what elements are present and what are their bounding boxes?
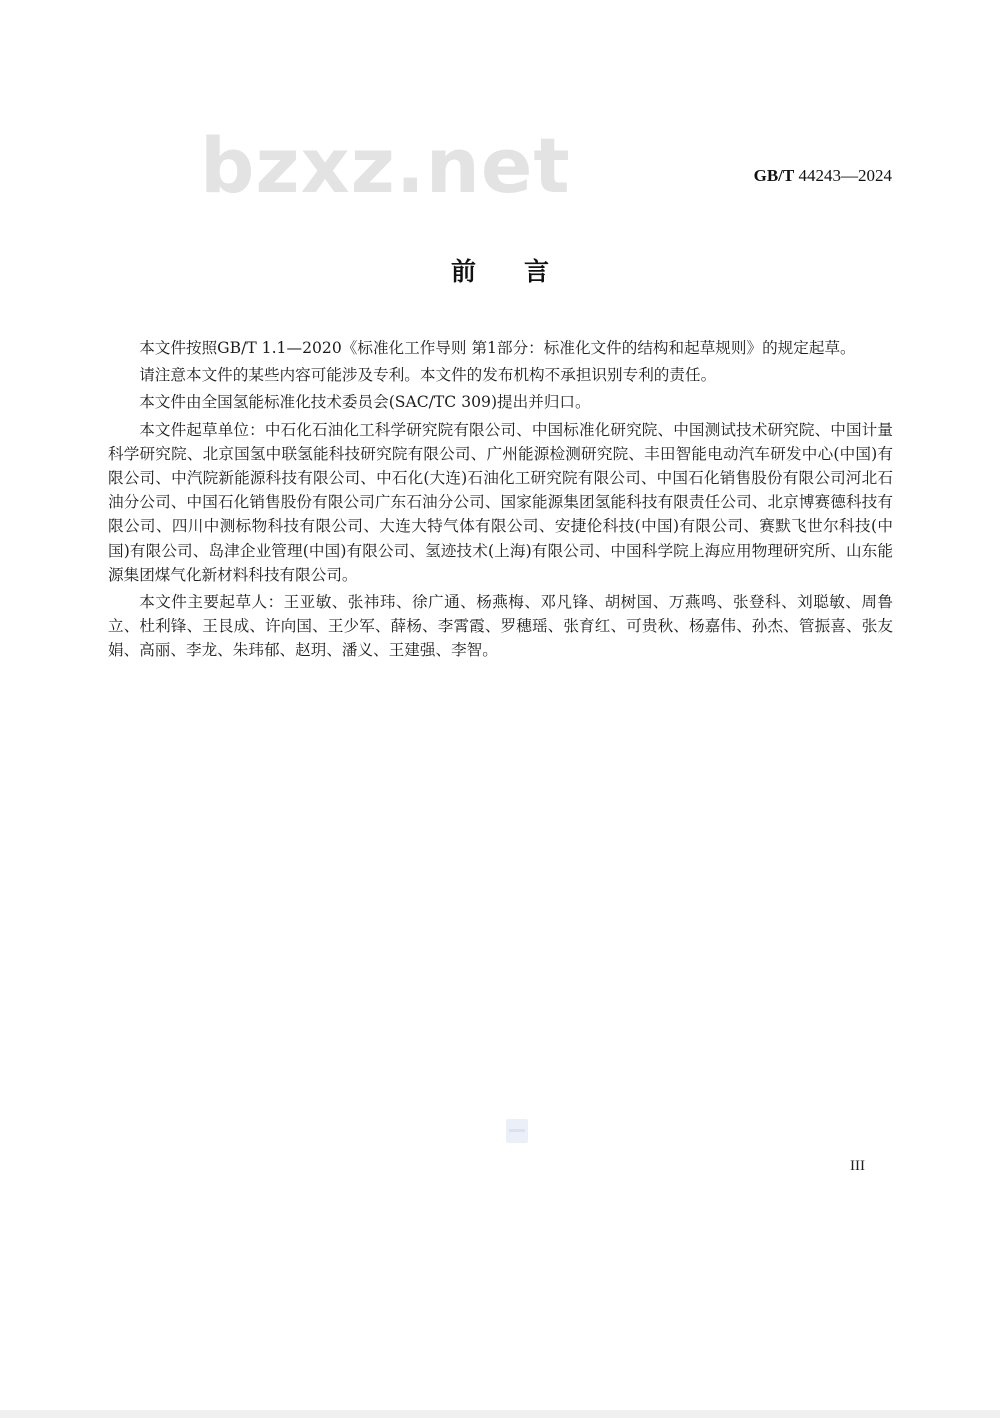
- standard-number: [754, 166, 892, 186]
- paragraph-drafting-rules: 本文件按照GB/T 1.1—2020《标准化工作导则 第1部分：标准化文件的结构和起草规则》的规定起草。: [139, 339, 856, 357]
- stamp-icon: [506, 1119, 528, 1143]
- paragraph-proposer: 本文件由全国氢能标准化技术委员会(SAC/TC 309)提出并归口。: [139, 393, 591, 412]
- paragraph-drafting-units: 本文件起草单位：中石化石油化工科学研究院有限公司、中国标准化研究院、中国测试技术研究院、中国计量科学研究院、北京国氢中联氢能科技研究院有限公司、广州能源检测研究院、丰田智能电动汽车研发中心(中国)有限公司、中汽院新能源科技有限公司、中石化(大连)石油化工研究院有限公司、中国石化销售股份有限公司河北石油分公司、中国石化销售股份有限公司广东石油分公司、国家能源集团氢能科技有限责任公司、北京博赛德科技有限公司、四川中测标物科技有限公司、大连大特气体有限公司、安捷伦科技(中国)有限公司、赛默飞世尔科技(中国)有限公司、岛津企业管理(中国)有限公司、氢迹技术(上海)有限公司、中国科学院上海应用物理研究所、山东能源集团煤气化新材料科技有限公司。: [108, 420, 893, 584]
- paragraph-patent-notice: 请注意本文件的某些内容可能涉及专利。本文件的发布机构不承担识别专利的责任。: [139, 366, 717, 385]
- page-bottom-edge: [0, 1410, 1000, 1418]
- document-body: [108, 336, 893, 666]
- page-number: III: [850, 1158, 865, 1174]
- watermark: bzxz.net: [200, 121, 571, 210]
- standard-number-value: 44243—2024: [798, 166, 892, 185]
- paragraph-drafters: 本文件主要起草人：王亚敏、张祎玮、徐广通、杨燕梅、邓凡锋、胡树国、万燕鸣、张登科、刘聪敏、周鲁立、杜利锋、王艮成、许向国、王少军、薛杨、李霄霞、罗穗瑶、张育红、可贵秋、杨嘉伟、孙杰、管振喜、张友娟、高丽、李龙、朱玮郁、赵玥、潘义、王建强、李智。: [108, 593, 893, 660]
- page-title: 前言: [450, 257, 597, 286]
- standard-code: GB/T: [753, 166, 795, 185]
